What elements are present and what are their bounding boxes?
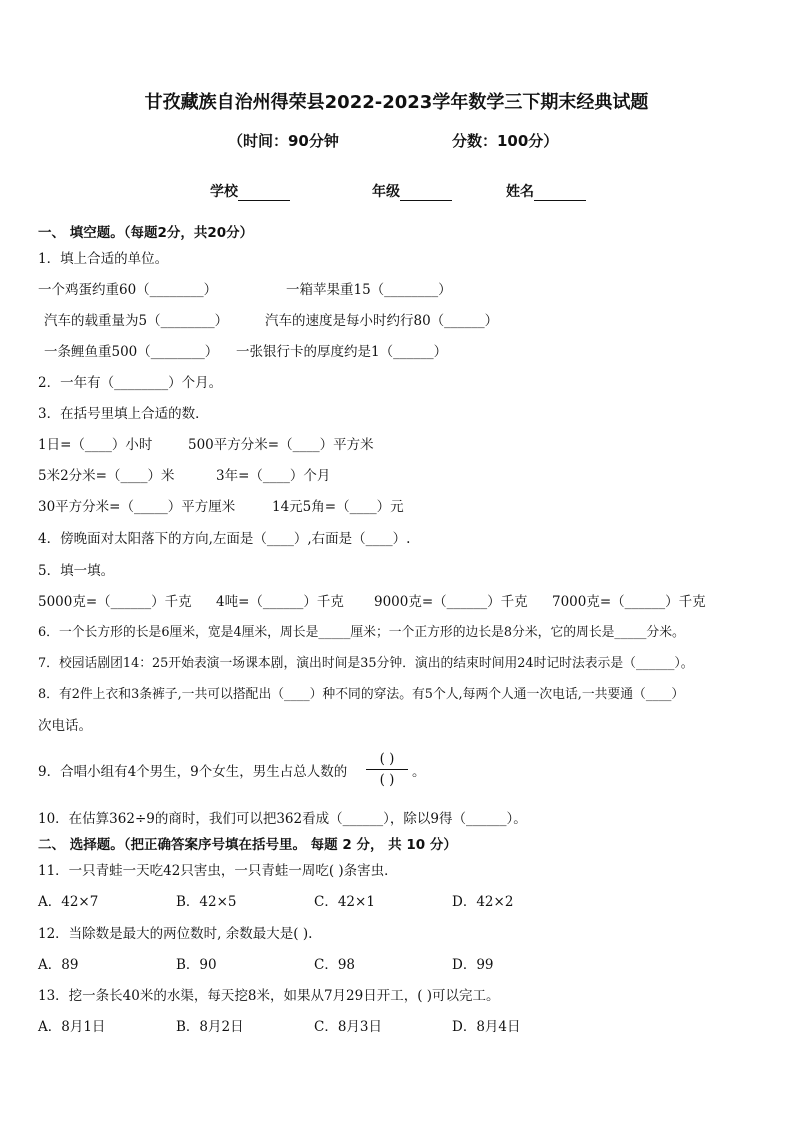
- question-5b: 4吨=（______）千克: [216, 594, 344, 610]
- question-5: 5．填一填。: [38, 563, 115, 579]
- fraction-answer: [366, 750, 408, 789]
- exam-time: （时间：90分钟: [228, 132, 339, 150]
- q12-option-b: B．90: [176, 957, 217, 973]
- q13-option-a: A．8月1日: [38, 1019, 106, 1035]
- question-3b: 500平方分米=（____）平方米: [188, 437, 374, 453]
- grade-blank: [400, 186, 452, 201]
- question-8-cont: 次电话。: [38, 718, 92, 734]
- question-5d: 7000克=（______）千克: [552, 594, 706, 610]
- school-blank: [238, 186, 290, 201]
- question-1b: 一箱苹果重15（________）: [286, 282, 452, 298]
- school-field: [210, 181, 290, 201]
- question-3a: 1日=（____）小时: [38, 437, 153, 453]
- q13-option-b: B．8月2日: [176, 1019, 244, 1035]
- school-label: 学校: [210, 184, 238, 200]
- question-3: 3．在括号里填上合适的数．: [38, 406, 209, 422]
- question-1c: 汽车的载重量为5（________）: [44, 313, 229, 329]
- q11-option-b: B．42×5: [176, 894, 237, 910]
- question-9-end: 。: [412, 764, 426, 780]
- question-3d: 3年=（____）个月: [216, 468, 331, 484]
- question-5a: 5000克=（______）千克: [38, 594, 192, 610]
- question-3f: 14元5角=（____）元: [272, 499, 404, 515]
- question-1f: 一张银行卡的厚度约是1（______）: [236, 344, 448, 360]
- q12-option-a: A．89: [38, 957, 79, 973]
- question-7: 7．校园话剧团14：25开始表演一场课本剧，演出时间是35分钟．演出的结束时间用24时记时法表示是（______）。: [38, 656, 694, 671]
- question-6: 6．一个长方形的长是6厘米，宽是4厘米，周长是_____厘米；一个正方形的边长是8分米，它的周长是_____分米。: [38, 625, 685, 640]
- question-5c: 9000克=（______）千克: [374, 594, 528, 610]
- question-1d: 汽车的速度是每小时约行80（______）: [265, 313, 499, 329]
- grade-field: [372, 181, 452, 201]
- section-1-heading: 一、 填空题。（每题2分，共20分）: [38, 225, 254, 241]
- q13-option-c: C．8月3日: [314, 1019, 383, 1035]
- q12-option-d: D．99: [452, 957, 494, 973]
- name-label: 姓名: [506, 184, 534, 200]
- q11-option-c: C．42×1: [314, 894, 375, 910]
- q11-option-d: D．42×2: [452, 894, 514, 910]
- question-1: 1．填上合适的单位。: [38, 251, 169, 267]
- question-3e: 30平方分米=（_____）平方厘米: [38, 499, 236, 515]
- question-4: 4．傍晚面对太阳落下的方向,左面是（____）,右面是（____）.: [38, 531, 411, 547]
- fraction-bar: [366, 769, 408, 770]
- name-field: [506, 181, 586, 201]
- question-9: 9．合唱小组有4个男生，9个女生，男生占总人数的: [38, 764, 348, 780]
- q11-option-a: A．42×7: [38, 894, 99, 910]
- q12-option-c: C．98: [314, 957, 356, 973]
- question-8: 8．有2件上衣和3条裤子,一共可以搭配出（____）种不同的穿法。有5个人,每两个人通一次电话,一共要通（____）: [38, 687, 685, 702]
- question-10: 10．在估算362÷9的商时，我们可以把362看成（______），除以9得（______）。: [38, 811, 527, 827]
- question-1e: 一条鲤鱼重500（________）: [44, 344, 219, 360]
- question-13: 13．挖一条长40米的水渠，每天挖8米，如果从7月29日开工，( )可以完工。: [38, 988, 500, 1004]
- question-3c: 5米2分米=（____）米: [38, 468, 175, 484]
- question-12: 12．当除数是最大的两位数时, 余数最大是( ).: [38, 926, 313, 942]
- fraction-denominator: ( ): [379, 772, 395, 788]
- fraction-numerator: ( ): [379, 751, 395, 767]
- question-1a: 一个鸡蛋约重60（________）: [38, 282, 218, 298]
- exam-score: 分数：100分）: [452, 132, 559, 150]
- name-blank: [534, 186, 586, 201]
- grade-label: 年级: [372, 184, 400, 200]
- question-11: 11．一只青蛙一天吃42只害虫，一只青蛙一周吃( )条害虫．: [38, 863, 398, 879]
- question-2: 2．一年有（________）个月。: [38, 375, 223, 391]
- exam-title: 甘孜藏族自治州得荣县2022-2023学年数学三下期末经典试题: [144, 92, 649, 113]
- q13-option-d: D．8月4日: [452, 1019, 521, 1035]
- section-2-heading: 二、 选择题。（把正确答案序号填在括号里。 每题 2 分， 共 10 分）: [38, 837, 457, 853]
